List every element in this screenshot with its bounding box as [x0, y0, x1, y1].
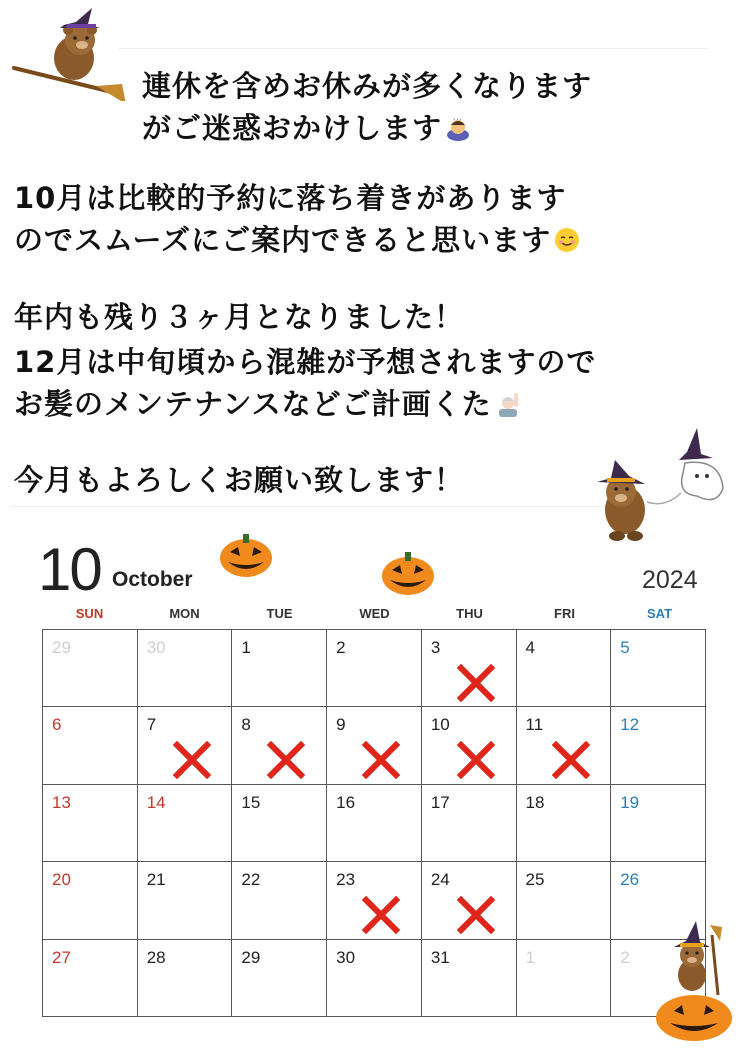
calendar-week-row [43, 707, 706, 784]
calendar-day-cell [327, 630, 422, 707]
calendar-day-cell [232, 630, 327, 707]
calendar-day-number: 16 [336, 792, 356, 812]
announcement-message [0, 0, 750, 520]
closed-day-x-mark-icon [457, 664, 495, 702]
calendar-day-number: 30 [146, 638, 166, 657]
calendar-day-cell [516, 707, 611, 784]
closed-day-x-mark-icon [457, 896, 495, 934]
calendar-day-cell [137, 862, 232, 939]
calendar-day-cell [137, 630, 232, 707]
calendar-day-cell [516, 862, 611, 939]
calendar-day-cell [43, 939, 138, 1016]
calendar-day-cell [137, 939, 232, 1016]
calendar-day-number: 3 [430, 638, 441, 657]
calendar-day-number: 2 [336, 638, 346, 657]
calendar-day-number: 19 [620, 792, 640, 812]
calendar-day-number: 24 [430, 870, 450, 890]
calendar-day-number: 29 [52, 638, 71, 657]
message-line-5: 年内も残り３ヶ月となりました！ [14, 300, 465, 334]
calendar-day-number: 15 [241, 792, 261, 812]
calendar-day-number: 11 [525, 715, 544, 735]
calendar-day-number: 28 [146, 947, 166, 967]
closed-day-x-mark-icon [552, 741, 590, 779]
calendar-day-cell [232, 939, 327, 1016]
calendar-day-cell [327, 862, 422, 939]
calendar-day-cell [421, 630, 516, 707]
calendar-day-number: 1 [525, 947, 535, 967]
message-line-4: のでスムーズにご案内できると思います [14, 218, 580, 259]
calendar-grid [42, 629, 706, 1017]
calendar-day-cell [137, 707, 232, 784]
calendar-day-cell [421, 707, 516, 784]
calendar-day-number: 20 [52, 870, 71, 890]
smiling-face-icon [554, 227, 580, 253]
calendar-day-cell [611, 707, 706, 784]
calendar-day-number: 30 [336, 947, 356, 967]
calendar-day-number: 18 [525, 792, 545, 812]
calendar-day-number: 1 [241, 638, 251, 657]
calendar-day-number: 6 [52, 715, 62, 735]
jack-o-lantern-icon [218, 532, 274, 578]
calendar-day-cell [43, 707, 138, 784]
calendar-day-number: 13 [52, 792, 71, 812]
calendar-day-number: 4 [525, 638, 535, 657]
calendar-day-cell [232, 862, 327, 939]
raising-hand-person-icon [495, 391, 521, 417]
calendar-day-number: 25 [525, 870, 545, 890]
weekday-wed: WED [359, 606, 390, 621]
calendar-day-number: 31 [430, 947, 450, 967]
closed-day-x-mark-icon [362, 896, 400, 934]
calendar-day-number: 2 [620, 947, 630, 967]
calendar-day-cell [43, 630, 138, 707]
weekday-fri: FRI [554, 606, 575, 621]
weekday-tue: TUE [266, 606, 293, 621]
divider [118, 48, 708, 49]
message-line-8: 今月もよろしくお願い致します！ [14, 463, 465, 497]
calendar-day-cell [421, 784, 516, 861]
closed-day-x-mark-icon [173, 741, 211, 779]
calendar-day-number: 14 [146, 792, 166, 812]
calendar-week-row [43, 939, 706, 1016]
calendar-day-number: 8 [241, 715, 251, 735]
calendar-day-cell [137, 784, 232, 861]
closed-day-x-mark-icon [457, 741, 495, 779]
weekday-thu: THU [456, 606, 483, 621]
calendar-month-number: 10 [38, 536, 101, 603]
calendar-day-cell [327, 784, 422, 861]
closed-day-x-mark-icon [362, 741, 400, 779]
calendar-day-cell [516, 939, 611, 1016]
calendar-day-number: 9 [336, 715, 346, 735]
witch-bear-on-broom-icon [8, 6, 128, 101]
message-line-6: 12月は中旬頃から混雑が予想されますので [14, 345, 597, 379]
bear-on-pumpkin-icon [652, 915, 740, 1042]
divider [10, 506, 610, 507]
calendar-day-number: 12 [620, 715, 640, 735]
calendar-day-cell [43, 784, 138, 861]
calendar-week-row [43, 630, 706, 707]
calendar-day-cell [516, 630, 611, 707]
calendar-day-cell [43, 862, 138, 939]
witch-bear-with-ghost-icon [585, 418, 730, 556]
calendar-day-number: 23 [336, 870, 356, 890]
weekday-mon: MON [169, 606, 200, 621]
calendar-week-row [43, 784, 706, 861]
calendar-year: 2024 [642, 566, 698, 594]
calendar-day-cell [421, 862, 516, 939]
calendar-day-cell [611, 784, 706, 861]
calendar-day-cell [421, 939, 516, 1016]
message-line-1: 連休を含めお休みが多くなります [142, 69, 593, 103]
jack-o-lantern-icon [380, 550, 436, 596]
calendar-week-row [43, 862, 706, 939]
calendar-day-number: 29 [241, 947, 261, 967]
closed-day-x-mark-icon [267, 741, 305, 779]
calendar-day-number: 22 [241, 870, 261, 890]
calendar-day-cell [516, 784, 611, 861]
calendar-day-number: 27 [52, 947, 71, 967]
calendar-day-number: 10 [430, 715, 450, 735]
calendar-day-number: 21 [146, 870, 166, 890]
calendar-day-number: 26 [620, 870, 640, 890]
weekday-sun: SUN [75, 606, 104, 621]
calendar-day-number: 5 [620, 638, 630, 657]
calendar-day-cell [232, 784, 327, 861]
calendar-day-number: 7 [146, 715, 157, 735]
calendar-day-cell [327, 707, 422, 784]
calendar-day-cell [611, 630, 706, 707]
message-line-7: お髪のメンテナンスなどご計画くた [14, 382, 521, 423]
calendar-day-number: 17 [430, 792, 450, 812]
message-line-2: がご迷惑おかけします ... [142, 106, 471, 147]
calendar-month-name: October [112, 568, 193, 591]
weekday-sat: SAT [646, 606, 673, 621]
message-line-3: 10月は比較的予約に落ち着きがあります [14, 181, 567, 215]
svg-text:...: ... [453, 115, 463, 122]
calendar-day-cell [232, 707, 327, 784]
bowing-person-icon [445, 115, 471, 141]
calendar-day-cell [327, 939, 422, 1016]
